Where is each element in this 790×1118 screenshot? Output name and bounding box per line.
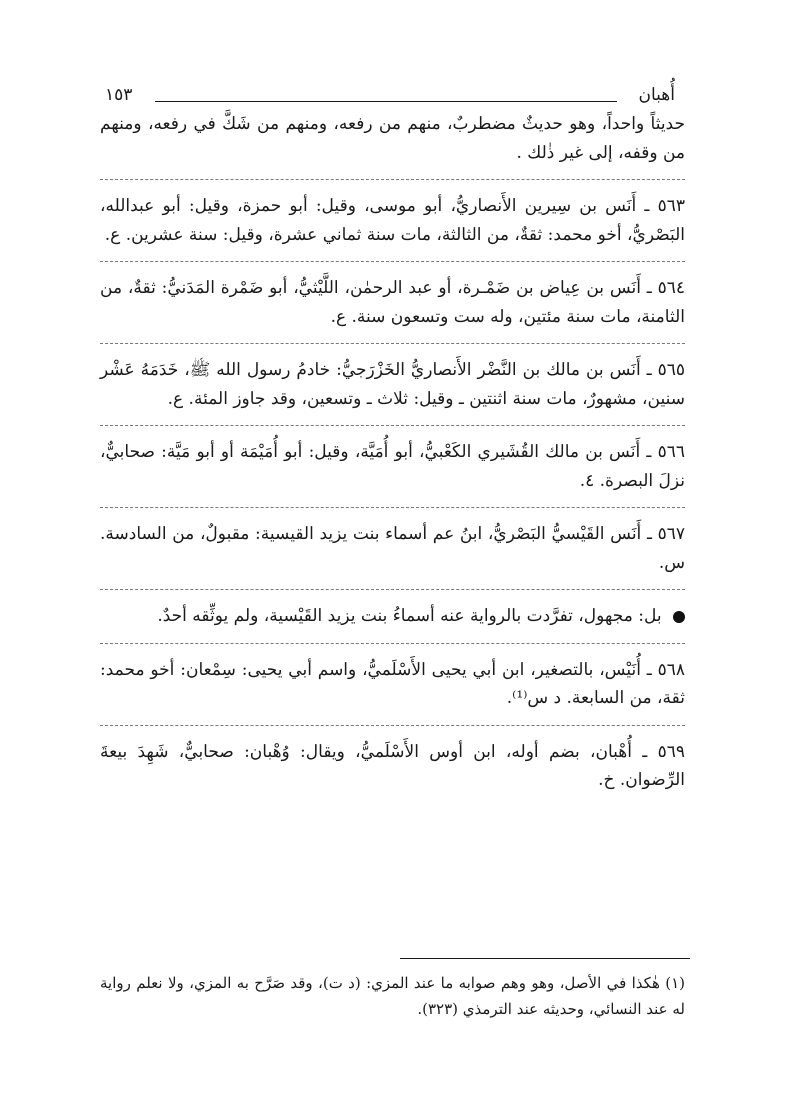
entry-number: ٥٦٨ xyxy=(657,659,685,680)
bullet-icon xyxy=(673,611,685,623)
entry-text: أَنَس بن مالك بن النَّضْر الأَنصاريُّ الخَزْرَجيُّ: خادمُ رسول الله ﷺ، خَدَمَهُ عَشْر سنين، مشهورٌ، مات سنة اثنتين ـ وقيل: ثلاث ـ وتسعين، وقد جاوز المئة. ع. xyxy=(100,360,685,409)
editor-note xyxy=(100,602,685,644)
entry-number: ٥٦٩ xyxy=(657,741,685,762)
entry-565: ٥٦٥ ـ أَنَس بن مالك بن النَّضْر الأَنصاريُّ الخَزْرَجيُّ: خادمُ رسول الله ﷺ، خَدَمَهُ عَشْر سنين، مشهورٌ، مات سنة اثنتين ـ وقيل: ثلاث ـ وتسعين، وقد جاوز المئة. ع. xyxy=(100,356,685,426)
entry-number: ٥٦٤ xyxy=(657,278,685,298)
footnote: (١) هٰكذا في الأصل، وهو وهم صوابه ما عند المزي: (د ت)، وقد صَرَّح به المزي، ولا نعلم رواية له عند النسائي، وحديثه عند الترمذي (٣٢٣). xyxy=(100,974,685,1018)
entry-563: ٥٦٣ ـ أَنَس بن سِيرين الأَنصاريُّ، أبو موسى، وقيل: أبو حمزة، وقيل: أبو عبدالله، البَصْريُّ، أخو محمد: ثقةٌ، من الثالثة، مات سنة ثماني عشرة، وقيل: سنة عشرين. ع. xyxy=(100,192,685,262)
running-header xyxy=(105,84,675,108)
header-title: أُهبان xyxy=(638,85,675,105)
entry-text: أَنَس بن مالك القُشَيري الكَعْبيُّ، أبو أُمَيَّة، وقيل: أبو أُمَيْمَة أو أبو مَيَّة: صحابيٌّ، نزلَ البصرة. ٤. xyxy=(100,442,685,491)
entry-number: ٥٦٦ xyxy=(657,442,685,462)
intro-text: حديثاً واحداً، وهو حديثٌ مضطربٌ، منهم من رفعه، ومنهم من شَكَّ في رفعه، ومنهم من وقفه، إلى غير ذٰلك . xyxy=(100,114,685,163)
intro-paragraph xyxy=(100,110,685,180)
entry-564: ٥٦٤ ـ أَنَس بن عِياض بن ضَمْـرة، أو عبد الرحمٰن، اللَّيْثيُّ، أبو ضَمْرة المَدَنيُّ: ثقةٌ، من الثامنة، مات سنة مئتين، وله ست وتسعون سنة. ع. xyxy=(100,274,685,344)
entry-text: أُهْبان، بضم أوله، ابن أوس الأَسْلَميُّ، ويقال: وُهْبان: صحابيٌّ، شَهِدَ بيعةَ الرِّضوان. خ. xyxy=(100,741,685,790)
entry-566: ٥٦٦ ـ أَنَس بن مالك القُشَيري الكَعْبيُّ، أبو أُمَيَّة، وقيل: أبو أُمَيْمَة أو أبو مَيَّة: صحابيٌّ، نزلَ البصرة. ٤. xyxy=(100,438,685,508)
entry-text: أَنَس القَيْسيُّ البَصْريُّ، ابنُ عم أسماء بنت يزيد القيسية: مقبولٌ، من السادسة. س. xyxy=(100,524,685,573)
page-number: ١٥٣ xyxy=(105,85,133,105)
footnotes xyxy=(100,970,685,1032)
footnote-separator xyxy=(400,958,690,959)
main-text xyxy=(100,110,685,819)
entry-number: ٥٦٥ xyxy=(657,360,685,380)
entry-number: ٥٦٧ xyxy=(657,524,686,544)
entry-567: ٥٦٧ ـ أَنَس القَيْسيُّ البَصْريُّ، ابنُ عم أسماء بنت يزيد القيسية: مقبولٌ، من السادسة. س. xyxy=(100,520,685,590)
entry-number: ٥٦٣ xyxy=(657,196,685,216)
entry-text: أَنَس بن عِياض بن ضَمْـرة، أو عبد الرحمٰن، اللَّيْثيُّ، أبو ضَمْرة المَدَنيُّ: ثقةٌ، من الثامنة، مات سنة مئتين، وله ست وتسعون سنة. ع. xyxy=(100,278,685,327)
note-text: بل: مجهول، تفرَّدت بالرواية عنه أسماءُ بنت يزيد القَيْسية، ولم يوثِّقه أحدٌ. xyxy=(157,606,662,626)
header-rule xyxy=(155,101,617,102)
entry-568: ٥٦٨ ـ أُنَيْس، بالتصغير، ابن أبي يحيى الأَسْلَميُّ، واسم أبي يحيى: سِمْعان: أخو محمد: ثقة، من السابعة. د س⁽¹⁾. xyxy=(100,656,685,726)
entry-569: ٥٦٩ ـ أُهْبان، بضم أوله، ابن أوس الأَسْلَميُّ، ويقال: وُهْبان: صحابيٌّ، شَهِدَ بيعةَ الرِّضوان. خ. xyxy=(100,741,685,790)
entry-text: أُنَيْس، بالتصغير، ابن أبي يحيى الأَسْلَميُّ، واسم أبي يحيى: سِمْعان: أخو محمد: ثقة، من السابعة. د س⁽¹⁾. xyxy=(100,659,685,708)
entry-text: أَنَس بن سِيرين الأَنصاريُّ، أبو موسى، وقيل: أبو حمزة، وقيل: أبو عبدالله، البَصْريُّ، أخو محمد: ثقةٌ، من الثالثة، مات سنة ثماني عشرة، وقيل: سنة عشرين. ع. xyxy=(100,196,685,245)
